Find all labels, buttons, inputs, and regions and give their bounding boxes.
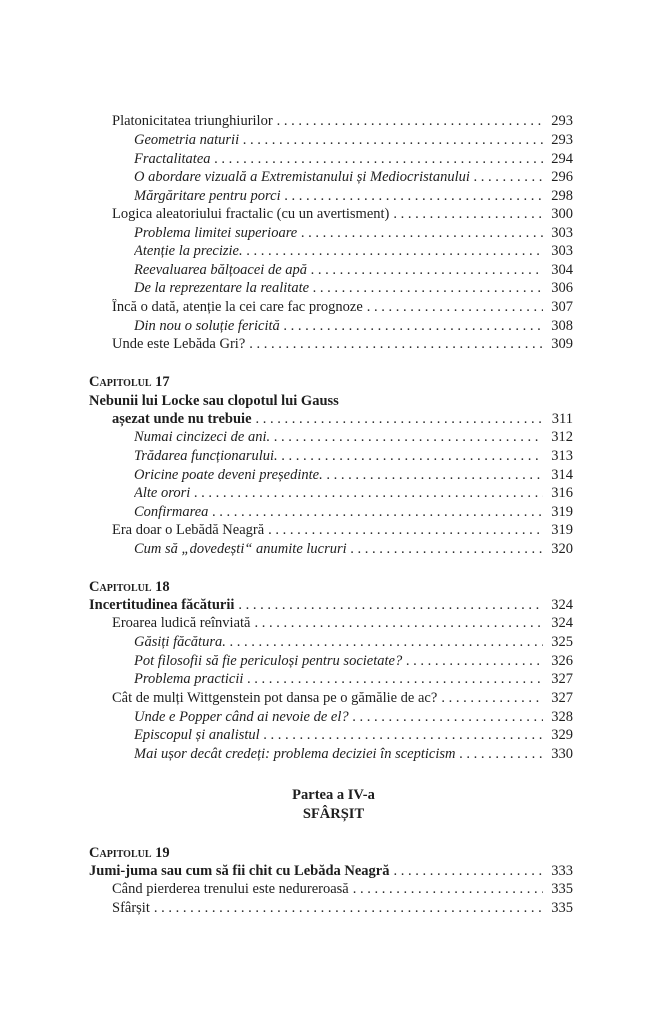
toc-entry-page: 303 [551, 243, 573, 259]
toc-entry-text: Trădarea funcționarului. [134, 448, 278, 464]
toc-entry-text: Încă o dată, atenție la cei care fac prognoze [112, 299, 363, 315]
toc-entry-text: Era doar o Lebădă Neagră [112, 522, 265, 538]
chapter-title: Nebunii lui Locke sau clopotul lui Gauss [89, 393, 339, 409]
dot-leader [402, 653, 543, 670]
toc-entry [134, 151, 573, 170]
dot-leader [347, 541, 543, 558]
toc-entry-page: 294 [551, 150, 573, 167]
toc-entry-page: 319 [551, 522, 573, 538]
toc-entry-text: Oricine poate deveni președinte. [134, 466, 323, 483]
dot-leader [243, 671, 543, 688]
chapter-label: Capitolul 18 [89, 579, 170, 595]
toc-entry-text: Atenție la precizie. [134, 243, 243, 259]
toc-entry [134, 634, 573, 653]
toc-entry-text: De la reprezentare la realitate [134, 280, 310, 296]
toc-entry [134, 746, 573, 765]
dot-leader [297, 225, 543, 242]
toc-entry-text: Cât de mulți Wittgenstein pot dansa pe o gămălie de ac? [112, 690, 438, 706]
chapter-title-entry [89, 597, 573, 616]
toc-entry-page: 335 [551, 900, 573, 916]
toc-entry [134, 541, 573, 560]
chapter-title-entry [89, 863, 573, 882]
dot-leader [349, 881, 543, 898]
toc-entry-page: 314 [551, 466, 573, 483]
toc-entry-page: 326 [551, 652, 573, 669]
toc-entry-text: Episcopul și analistul [134, 727, 260, 743]
toc-entry [112, 206, 573, 225]
toc-entry [112, 881, 573, 900]
dot-leader [264, 522, 543, 539]
chapter-title-continued: așezat unde nu trebuie [112, 410, 252, 427]
dot-leader [150, 900, 543, 917]
dot-leader [455, 746, 543, 763]
toc-entry-text: Cum să „dovedești“ anumite lucruri [134, 541, 347, 557]
toc-entry-text: Pot filosofii să fie periculoși pentru societate? [134, 652, 403, 669]
toc-entry-text: Platonicitatea triunghiurilor [112, 113, 273, 129]
toc-entry [134, 225, 573, 244]
toc-entry-page: 304 [551, 261, 573, 278]
toc-entry [112, 336, 573, 355]
dot-leader [349, 709, 543, 726]
dot-leader [239, 132, 543, 149]
toc-entry-text: Reevaluarea bălțoacei de apă [134, 261, 308, 278]
part-title: SFÂRȘIT [302, 806, 365, 822]
toc-entry-page: 296 [551, 169, 573, 185]
toc-entry [134, 188, 573, 207]
toc-entry-text: Numai cincizeci de ani. [134, 429, 271, 445]
toc-entry-text: Geometria naturii [134, 132, 240, 148]
toc-entry-page: 316 [551, 485, 573, 501]
dot-leader [243, 243, 543, 260]
toc-entry-page: 313 [551, 448, 573, 464]
toc-entry [134, 485, 573, 504]
dot-leader [307, 262, 543, 279]
toc-entry [134, 262, 573, 281]
dot-leader [273, 113, 543, 130]
toc-entry [134, 280, 573, 299]
part-label: Partea a IV-a [292, 787, 375, 803]
dot-leader [437, 690, 543, 707]
chapter-label: Capitolul 19 [89, 845, 170, 861]
toc-entry [134, 318, 573, 337]
dot-leader [245, 336, 543, 353]
dot-leader [280, 318, 543, 335]
toc-entry [134, 727, 573, 746]
chapter-title: Incertitudinea făcăturii [89, 596, 235, 613]
dot-leader [252, 411, 543, 428]
toc-entry-text: Logica aleatoriului fractalic (cu un avertisment) [112, 206, 390, 222]
toc-entry-page: 329 [551, 727, 573, 743]
toc-entry-page: 327 [551, 690, 573, 706]
toc-entry [134, 671, 573, 690]
toc-entry-page: 306 [551, 280, 573, 296]
dot-leader [270, 429, 543, 446]
dot-leader [211, 151, 543, 168]
toc-entry-text: Unde este Lebăda Gri? [112, 336, 246, 352]
dot-leader [190, 485, 543, 502]
toc-entry [134, 448, 573, 467]
toc-entry-page: 309 [551, 336, 573, 352]
toc-entry [112, 900, 573, 919]
toc-entry-page: 330 [551, 746, 573, 762]
toc-entry-page: 307 [551, 299, 573, 315]
toc-entry-page: 298 [551, 187, 573, 204]
dot-leader [208, 504, 543, 521]
dot-leader [389, 863, 543, 880]
dot-leader [260, 727, 543, 744]
toc-entry-page: 293 [551, 132, 573, 148]
toc-entry-page: 328 [551, 708, 573, 725]
toc-entry [134, 709, 573, 728]
toc-entry-text: Când pierderea trenului este nedureroasă [112, 881, 349, 897]
toc-entry-page: 324 [551, 596, 573, 613]
toc-entry-page: 311 [551, 410, 573, 427]
toc-entry [134, 653, 573, 672]
chapter-title: Jumi-juma sau cum să fii chit cu Lebăda Neagră [89, 862, 390, 879]
toc-entry [134, 132, 573, 151]
toc-entry-page: 325 [551, 634, 573, 650]
toc-entry [134, 467, 573, 486]
toc-entry [112, 615, 573, 634]
toc-entry-text: Alte orori [134, 485, 191, 501]
toc-entry-text: Mai ușor decât credeți: problema deciziei în scepticism [134, 746, 456, 762]
toc-entry-page: 293 [551, 113, 573, 129]
dot-leader [234, 597, 543, 614]
toc-entry-page: 333 [551, 862, 573, 879]
dot-leader [226, 634, 543, 651]
dot-leader [470, 169, 543, 186]
toc-entry-text: Mărgăritare pentru porci [134, 187, 281, 204]
toc-entry-page: 312 [551, 429, 573, 445]
toc-entry-page: 335 [551, 881, 573, 897]
toc-entry [112, 690, 573, 709]
toc-entry-page: 324 [551, 615, 573, 631]
toc-entry [134, 169, 573, 188]
toc-entry-text: O abordare vizuală a Extremistanului și Mediocristanului [134, 169, 470, 185]
toc-entry-text: Fractalitatea [134, 150, 211, 167]
toc-entry [134, 429, 573, 448]
toc-entry [134, 243, 573, 262]
toc-entry-page: 300 [551, 206, 573, 222]
chapter-title-entry [112, 411, 573, 430]
dot-leader [323, 467, 543, 484]
toc-entry [134, 504, 573, 523]
toc-entry-page: 319 [551, 503, 573, 520]
toc-entry [112, 522, 573, 541]
toc-entry-page: 320 [551, 541, 573, 557]
toc-entry-text: Eroarea ludică reînviată [112, 615, 251, 631]
dot-leader [250, 615, 543, 632]
toc-entry-text: Confirmarea [134, 503, 209, 520]
dot-leader [389, 206, 543, 223]
toc-entry [112, 113, 573, 132]
toc-entry-text: Sfârșit [112, 900, 150, 916]
toc-entry-text: Problema limitei superioare [134, 224, 298, 241]
toc-entry-text: Găsiți făcătura. [134, 634, 226, 650]
toc-entry-text: Unde e Popper când ai nevoie de el? [134, 708, 349, 725]
dot-leader [363, 299, 543, 316]
toc-entry [112, 299, 573, 318]
toc-entry-text: Din nou o soluție fericită [134, 317, 280, 334]
toc-entry-page: 303 [551, 224, 573, 241]
chapter-label: Capitolul 17 [89, 374, 170, 390]
toc-entry-text: Problema practicii [134, 671, 244, 687]
dot-leader [309, 280, 543, 297]
toc-entry-page: 327 [551, 671, 573, 687]
toc-entry-page: 308 [551, 317, 573, 334]
dot-leader [281, 188, 543, 205]
dot-leader [278, 448, 543, 465]
